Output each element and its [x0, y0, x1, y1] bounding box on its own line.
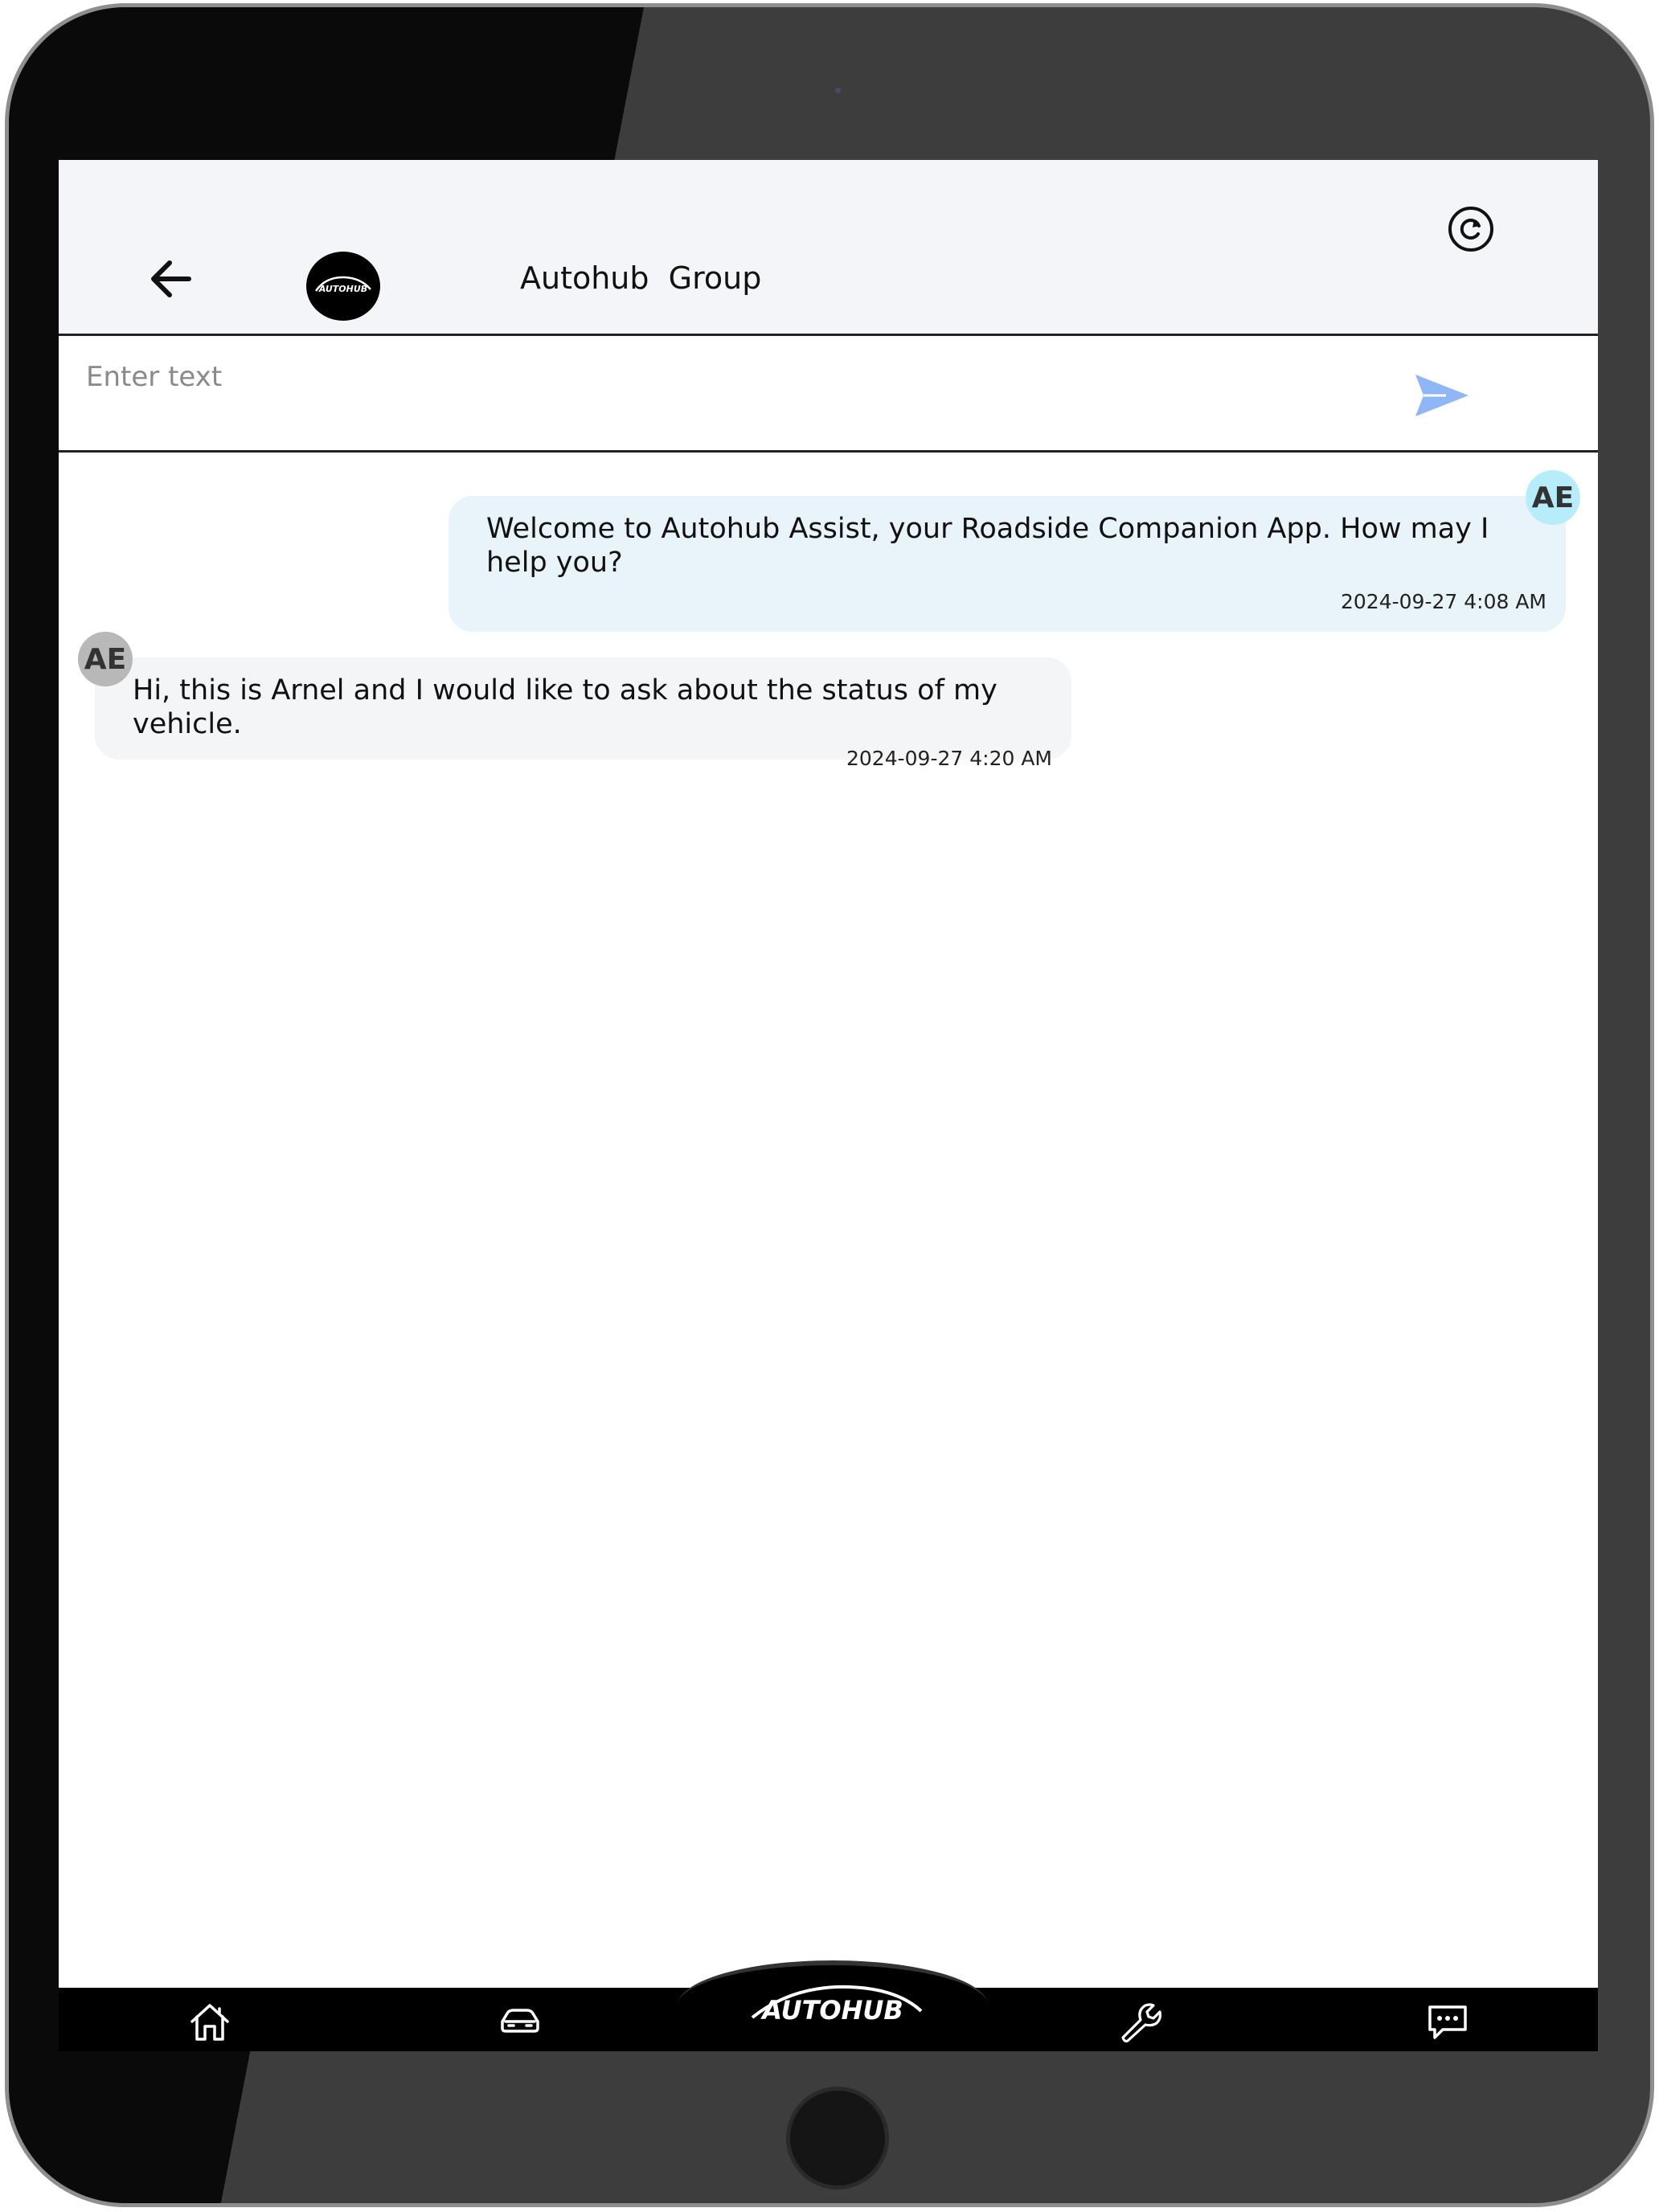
message-input[interactable]: [84, 352, 1374, 402]
message-timestamp: 2024-09-27 4:20 AM: [846, 747, 1052, 770]
message-input-bar: [59, 336, 1598, 453]
message-timestamp: 2024-09-27 4:08 AM: [1341, 590, 1546, 613]
chat-title: Autohub Group: [520, 260, 762, 296]
front-camera: [835, 88, 841, 93]
refresh-icon[interactable]: [1447, 205, 1495, 253]
back-arrow-icon[interactable]: [147, 258, 195, 300]
car-logo-icon: [311, 270, 375, 302]
avatar: AE: [78, 632, 133, 686]
logo-text: AUTOHUB: [318, 284, 368, 294]
autohub-logo-icon: [736, 1976, 929, 2040]
send-icon[interactable]: [1412, 370, 1470, 421]
wrench-icon[interactable]: [1116, 2001, 1161, 2042]
message-bubble-outgoing: [95, 657, 1071, 770]
message-bubble-incoming: [449, 496, 1566, 632]
message-text: Hi, this is Arnel and I would like to ask about the status of my vehicle.: [133, 674, 997, 740]
chat-header: [59, 160, 1598, 336]
home-icon[interactable]: [187, 2001, 232, 2042]
chat-icon[interactable]: [1425, 2001, 1470, 2042]
autohub-logo: [306, 252, 380, 321]
autohub-center-button[interactable]: [678, 1960, 988, 2050]
message-text: Welcome to Autohub Assist, your Roadside Companion App. How may I help you?: [486, 513, 1489, 579]
car-icon[interactable]: [498, 2001, 543, 2042]
center-logo-text: AUTOHUB: [762, 1995, 903, 2026]
avatar: AE: [1526, 470, 1580, 525]
home-hardware-button[interactable]: [786, 2087, 889, 2189]
app-screen: [59, 160, 1598, 2051]
